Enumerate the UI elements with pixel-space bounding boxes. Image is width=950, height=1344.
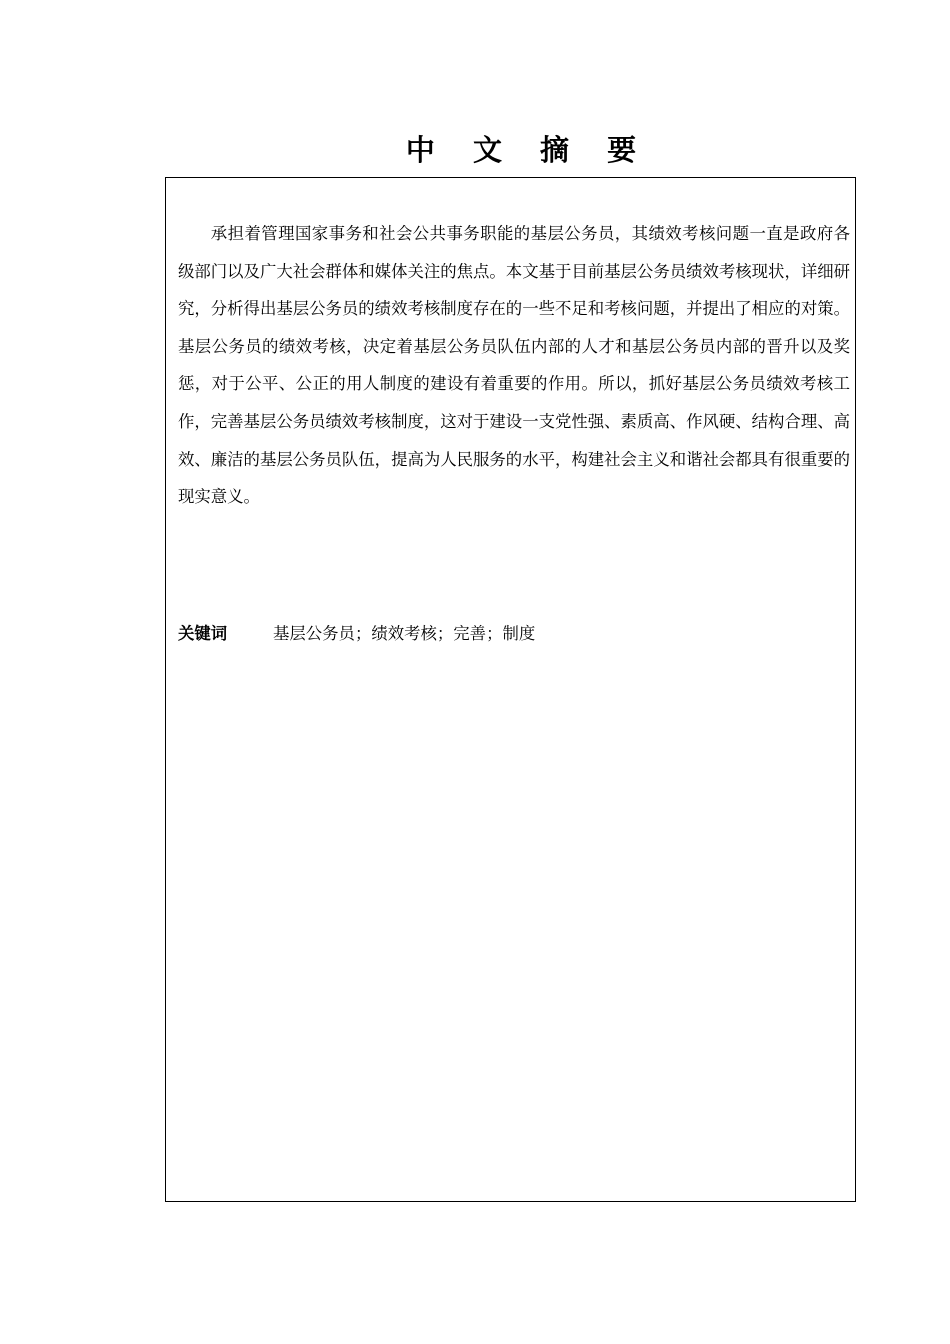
keywords-row [178,619,838,649]
page-title: 中 文 摘 要 [405,133,651,167]
abstract-paragraph: 承担着管理国家事务和社会公共事务职能的基层公务员，其绩效考核问题一直是政府各级部门以及广大社会群体和媒体关注的焦点。本文基于目前基层公务员绩效考核现状，详细研究，分析得出基层公务员的绩效考核制度存在的一些不足和考核问题，并提出了相应的对策。基层公务员的绩效考核，决定着基层公务员队伍内部的人才和基层公务员内部的晋升以及奖惩，对于公平、公正的用人制度的建设有着重要的作用。所以，抓好基层公务员绩效考核工作，完善基层公务员绩效考核制度，这对于建设一支党性强、素质高、作风硬、结构合理、高效、廉洁的基层公务员队伍，提高为人民服务的水平，构建社会主义和谐社会都具有很重要的现实意义。 [178,224,851,507]
abstract-box [165,177,856,1202]
keywords-label: 关键词 [178,624,228,643]
keywords-value: 基层公务员；绩效考核；完善；制度 [273,624,536,643]
